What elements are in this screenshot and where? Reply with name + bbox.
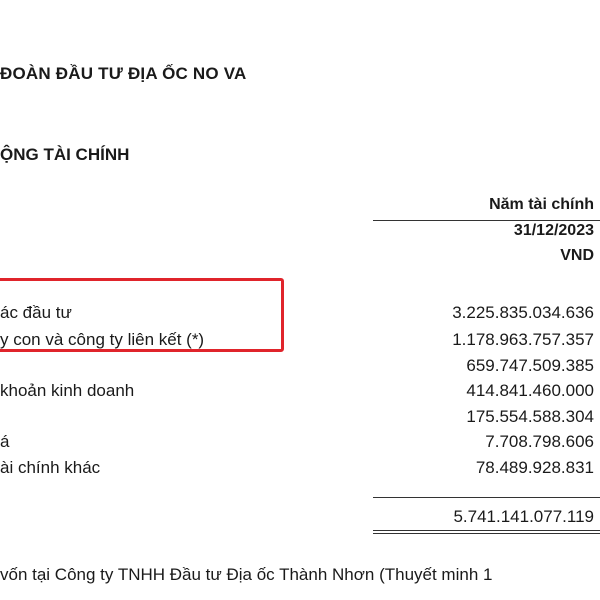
row-value: 3.225.835.034.636: [452, 303, 594, 322]
total-value: 5.741.141.077.119: [453, 507, 594, 526]
row-value: 1.178.963.757.357: [452, 330, 594, 349]
column-date: 31/12/2023: [513, 222, 594, 239]
row-label: á: [0, 432, 10, 451]
column-header: Năm tài chính: [489, 196, 594, 213]
row-label: ác đầu tư: [0, 303, 72, 322]
row-value: 659.747.509.385: [466, 356, 594, 375]
row-label: y con và công ty liên kết (*): [0, 330, 205, 349]
total-double-rule: [373, 533, 600, 534]
row-label: khoản kinh doanh: [0, 381, 135, 400]
company-name: ĐOÀN ĐẦU TƯ ĐỊA ỐC NO VA: [0, 64, 247, 83]
row-value: 78.489.928.831: [475, 458, 594, 477]
total-double-rule: [373, 530, 600, 531]
header-divider: [373, 220, 600, 221]
row-value: 175.554.588.304: [466, 407, 594, 426]
column-unit: VND: [560, 247, 594, 264]
row-value: 414.841.460.000: [466, 381, 594, 400]
row-value: 7.708.798.606: [485, 432, 594, 451]
footnote: vốn tại Công ty TNHH Đầu tư Địa ốc Thành Nhơn (Thuyết minh 1: [0, 565, 493, 584]
section-title: ỘNG TÀI CHÍNH: [0, 145, 130, 164]
row-label: ài chính khác: [0, 458, 101, 477]
total-top-rule: [373, 497, 600, 498]
